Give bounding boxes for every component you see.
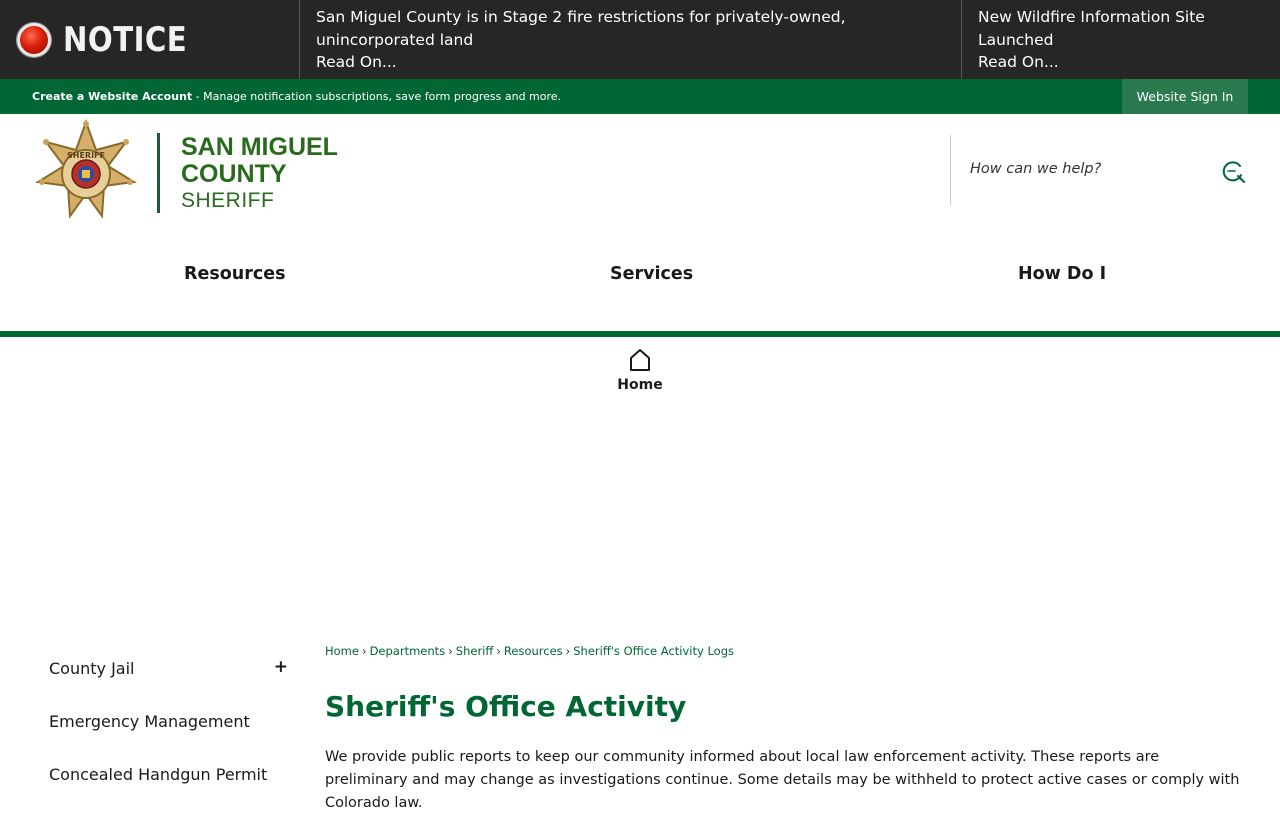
home-label: Home xyxy=(617,377,663,393)
sidebar-item-label: County Jail xyxy=(49,659,135,678)
notice-title: NOTICE xyxy=(63,19,188,60)
logo-line-1: SAN MIGUEL xyxy=(181,133,338,161)
home-link[interactable] xyxy=(600,347,680,399)
notice-item-wildfire-site[interactable] xyxy=(962,0,1280,79)
breadcrumb-sheriff[interactable]: Sheriff xyxy=(455,644,494,658)
notice-read-on-link[interactable]: Read On... xyxy=(978,53,1059,71)
expand-plus-icon[interactable]: + xyxy=(273,657,288,677)
search-input[interactable] xyxy=(970,154,1210,184)
home-icon xyxy=(628,347,652,371)
notice-bar xyxy=(0,0,1280,79)
page-title: Sheriff's Office Activity xyxy=(325,690,687,723)
search-icon[interactable] xyxy=(1220,158,1246,184)
account-description: - Manage notification subscriptions, save form progress and more. xyxy=(192,90,562,103)
sheriff-badge-icon[interactable] xyxy=(34,120,138,224)
nav-item-services[interactable]: Services xyxy=(610,264,694,284)
header-divider xyxy=(0,331,1280,337)
sidebar-item-emergency-management[interactable] xyxy=(32,698,300,751)
nav-item-resources[interactable]: Resources xyxy=(184,264,286,284)
site-logo-text[interactable] xyxy=(181,134,338,214)
badge-text: SHERIFF xyxy=(67,151,105,160)
breadcrumb xyxy=(325,644,734,658)
breadcrumb-separator: › xyxy=(448,644,453,658)
sidebar-item-label: Emergency Management xyxy=(49,712,250,731)
logo-divider xyxy=(157,133,160,213)
breadcrumb-separator: › xyxy=(361,644,367,658)
notice-label xyxy=(0,0,300,79)
breadcrumb-activity-logs[interactable]: Sheriff's Office Activity Logs xyxy=(573,644,734,658)
notice-item-text: San Miguel County is in Stage 2 fire restrictions for privately-owned, unincorporated land xyxy=(316,8,846,49)
breadcrumb-separator: › xyxy=(496,644,501,658)
breadcrumb-resources[interactable]: Resources xyxy=(503,644,563,658)
sidebar-nav xyxy=(32,645,300,804)
sidebar-item-label: Concealed Handgun Permit xyxy=(49,765,268,784)
notice-read-on-link[interactable]: Read On... xyxy=(316,53,397,71)
breadcrumb-separator: › xyxy=(565,644,571,658)
logo-line-3: SHERIFF xyxy=(181,189,275,212)
nav-item-how-do-i[interactable]: How Do I xyxy=(1018,264,1107,284)
account-bar xyxy=(0,79,1280,114)
search-divider xyxy=(950,135,951,205)
create-account-link[interactable]: Create a Website Account xyxy=(32,90,193,103)
account-message xyxy=(32,90,561,103)
sidebar-item-county-jail[interactable] xyxy=(32,645,300,698)
site-header xyxy=(0,114,1280,331)
notice-item-fire-restrictions[interactable] xyxy=(300,0,962,79)
sidebar-item-concealed-handgun-permit[interactable] xyxy=(32,751,300,804)
logo-line-2: COUNTY xyxy=(181,160,287,188)
breadcrumb-home[interactable]: Home xyxy=(325,644,359,658)
breadcrumb-departments[interactable]: Departments xyxy=(369,644,446,658)
website-sign-in-button[interactable]: Website Sign In xyxy=(1122,79,1248,114)
page-intro: We provide public reports to keep our community informed about local law enforcement activity. These reports are preliminary and may change as investigations continue. Some details may be withheld to protect active cases or comply with Colorado law. xyxy=(325,749,1240,811)
notice-item-text: New Wildfire Information Site Launched xyxy=(978,8,1205,49)
alert-dot-icon xyxy=(17,23,51,57)
